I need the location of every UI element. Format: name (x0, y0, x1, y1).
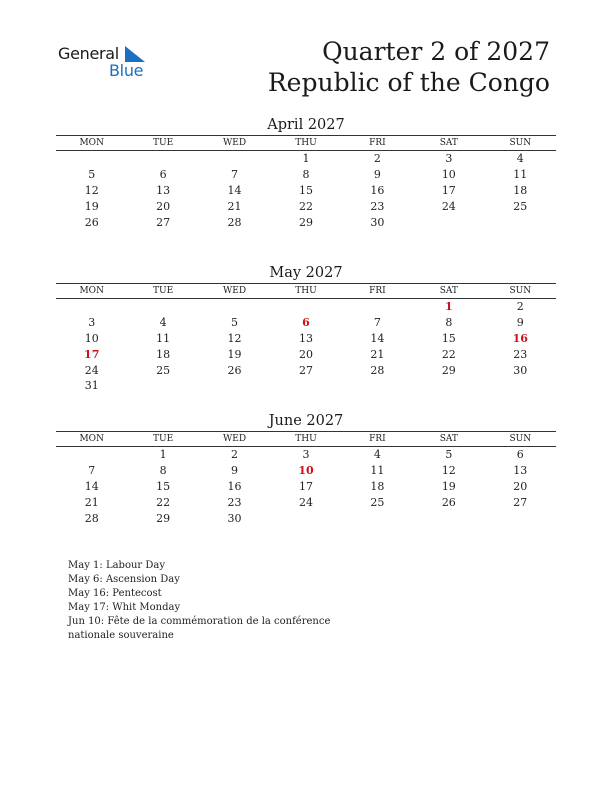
month-title: June 2027 (268, 413, 344, 429)
calendar-day: 28 (227, 215, 242, 229)
weekday-header: MON (56, 432, 127, 447)
calendar-empty-cell (413, 510, 484, 526)
calendar-empty-cell (199, 378, 270, 394)
calendar-day-holiday: 1 (444, 300, 453, 314)
calendar-week-row (56, 479, 556, 495)
calendar-week-row (56, 331, 556, 347)
calendar-day: 14 (227, 183, 242, 197)
calendar-day: 15 (298, 183, 313, 197)
calendar-day: 2 (516, 300, 524, 314)
weekday-header: TUE (127, 432, 198, 447)
title-country: Republic of the Congo (267, 68, 550, 97)
calendar-empty-cell (56, 151, 127, 167)
logo-text-blue: Blue (109, 61, 144, 80)
calendar-empty-cell (485, 510, 556, 526)
calendar-day: 4 (159, 316, 167, 330)
holiday-note: May 17: Whit Monday (68, 602, 181, 613)
calendar-day: 12 (441, 464, 456, 478)
calendar-day: 3 (302, 448, 310, 462)
holiday-note: Jun 10: Fête de la commémoration de la conférence nationale souveraine (68, 616, 331, 641)
calendar-day: 16 (227, 479, 242, 493)
calendar-day: 24 (298, 495, 313, 509)
calendar-empty-cell (485, 214, 556, 230)
weekday-header: FRI (342, 136, 413, 151)
calendar-day: 2 (231, 448, 239, 462)
calendar-grid (56, 431, 556, 526)
calendar-empty-cell (270, 378, 341, 394)
calendar-day-holiday: 6 (302, 316, 310, 330)
calendar-day: 7 (88, 464, 96, 478)
calendar-day: 23 (370, 199, 385, 213)
calendar-day: 7 (231, 168, 239, 182)
calendar-day: 30 (227, 511, 242, 525)
calendar-day: 15 (441, 331, 456, 345)
calendar-day: 5 (445, 448, 453, 462)
month-may (56, 264, 556, 394)
calendar-day: 29 (156, 511, 171, 525)
calendar-day: 6 (516, 448, 524, 462)
calendar-day: 25 (513, 199, 528, 213)
calendar-week-row (56, 167, 556, 183)
weekday-header: THU (270, 432, 341, 447)
calendar-day: 13 (298, 331, 313, 345)
page-title (268, 36, 550, 98)
calendar-day: 3 (88, 316, 96, 330)
calendar-day: 12 (227, 331, 242, 345)
calendar-day: 22 (156, 495, 171, 509)
weekday-header: WED (199, 432, 270, 447)
calendar-week-row (56, 315, 556, 331)
weekday-header: SAT (413, 136, 484, 151)
weekday-header: SAT (413, 284, 484, 299)
calendar-day: 22 (298, 199, 313, 213)
calendar-day-holiday: 10 (298, 464, 314, 478)
calendar-day: 14 (84, 479, 99, 493)
calendar-day: 1 (159, 448, 167, 462)
calendar-day: 11 (156, 331, 171, 345)
calendar-grid (56, 283, 556, 394)
calendar-day: 19 (227, 347, 242, 361)
calendar-week-row (56, 299, 556, 315)
weekday-header: MON (56, 284, 127, 299)
calendar-day: 11 (370, 464, 385, 478)
weekday-header: WED (199, 284, 270, 299)
logo-text-general: General (58, 44, 119, 63)
calendar-day: 24 (441, 199, 456, 213)
calendar-week-row (56, 362, 556, 378)
calendar-week-row (56, 510, 556, 526)
calendar-day: 23 (227, 495, 242, 509)
logo-triangle-icon (125, 46, 147, 62)
calendar-day: 20 (298, 347, 313, 361)
weekday-header: FRI (342, 284, 413, 299)
calendar-day: 25 (370, 495, 385, 509)
calendar-empty-cell (127, 378, 198, 394)
calendar-week-row (56, 198, 556, 214)
calendar-week-row (56, 151, 556, 167)
calendar-day: 5 (88, 168, 96, 182)
calendar-day: 25 (156, 363, 171, 377)
calendar-day: 8 (445, 316, 453, 330)
calendar-day: 21 (227, 199, 242, 213)
calendar-day: 26 (227, 363, 242, 377)
calendar-day: 31 (84, 379, 99, 393)
title-quarter: Quarter 2 of 2027 (322, 37, 550, 66)
calendar-day: 8 (302, 168, 310, 182)
calendar-day: 26 (441, 495, 456, 509)
weekday-header: SUN (485, 284, 556, 299)
calendar-day: 5 (231, 316, 239, 330)
holiday-note: May 16: Pentecost (68, 588, 162, 599)
weekday-header: THU (270, 136, 341, 151)
calendar-empty-cell (342, 510, 413, 526)
calendar-grid (56, 135, 556, 230)
holiday-note: May 1: Labour Day (68, 560, 165, 571)
calendar-day: 20 (156, 199, 171, 213)
calendar-day: 11 (513, 168, 528, 182)
calendar-empty-cell (56, 299, 127, 315)
calendar-day: 4 (373, 448, 381, 462)
calendar-empty-cell (127, 151, 198, 167)
calendar-day: 15 (156, 479, 171, 493)
weekday-header: TUE (127, 284, 198, 299)
calendar-day: 26 (84, 215, 99, 229)
calendar-day: 14 (370, 331, 385, 345)
calendar-day: 8 (159, 464, 167, 478)
general-blue-logo (58, 44, 158, 84)
weekday-header: FRI (342, 432, 413, 447)
calendar-empty-cell (342, 378, 413, 394)
calendar-day: 18 (156, 347, 171, 361)
calendar-day: 10 (84, 331, 99, 345)
weekday-header: SUN (485, 136, 556, 151)
calendar-day: 28 (84, 511, 99, 525)
weekday-header: TUE (127, 136, 198, 151)
calendar-day: 13 (513, 464, 528, 478)
month-june (56, 412, 556, 526)
calendar-week-row (56, 447, 556, 463)
calendar-week-row (56, 494, 556, 510)
weekday-header: MON (56, 136, 127, 151)
calendar-week-row (56, 346, 556, 362)
calendar-day: 17 (441, 183, 456, 197)
calendar-day: 9 (516, 316, 524, 330)
calendar-day: 28 (370, 363, 385, 377)
calendar-day: 21 (84, 495, 99, 509)
weekday-header: SUN (485, 432, 556, 447)
calendar-empty-cell (127, 299, 198, 315)
calendar-day: 27 (156, 215, 171, 229)
calendar-empty-cell (342, 299, 413, 315)
calendar-day: 16 (370, 183, 385, 197)
calendar-week-row (56, 378, 556, 394)
calendar-day: 1 (302, 152, 310, 166)
calendar-empty-cell (199, 299, 270, 315)
calendar-empty-cell (413, 378, 484, 394)
calendar-week-row (56, 463, 556, 479)
weekday-header: THU (270, 284, 341, 299)
calendar-day: 20 (513, 479, 528, 493)
calendar-empty-cell (270, 510, 341, 526)
calendar-day: 12 (84, 183, 99, 197)
calendar-day-holiday: 17 (84, 347, 100, 361)
calendar-empty-cell (270, 299, 341, 315)
calendar-day: 24 (84, 363, 99, 377)
month-title: April 2027 (267, 117, 345, 133)
calendar-day: 27 (298, 363, 313, 377)
holiday-note: May 6: Ascension Day (68, 574, 180, 585)
calendar-day: 30 (370, 215, 385, 229)
calendar-day: 9 (231, 464, 239, 478)
calendar-week-row (56, 214, 556, 230)
calendar-day: 10 (441, 168, 456, 182)
calendar-day: 27 (513, 495, 528, 509)
calendar-day: 17 (298, 479, 313, 493)
weekday-header: SAT (413, 432, 484, 447)
calendar-day-holiday: 16 (512, 331, 528, 345)
calendar-empty-cell (485, 378, 556, 394)
calendar-day: 30 (513, 363, 528, 377)
weekday-header: WED (199, 136, 270, 151)
calendar-day: 18 (370, 479, 385, 493)
calendar-day: 9 (373, 168, 381, 182)
calendar-day: 4 (516, 152, 524, 166)
month-title: May 2027 (269, 265, 343, 281)
calendar-day: 13 (156, 183, 171, 197)
calendar-empty-cell (413, 214, 484, 230)
calendar-day: 3 (445, 152, 453, 166)
calendar-day: 7 (373, 316, 381, 330)
calendar-day: 29 (441, 363, 456, 377)
calendar-day: 6 (159, 168, 167, 182)
calendar-empty-cell (56, 447, 127, 463)
calendar-day: 2 (373, 152, 381, 166)
calendar-day: 19 (441, 479, 456, 493)
calendar-day: 29 (298, 215, 313, 229)
calendar-day: 18 (513, 183, 528, 197)
calendar-day: 19 (84, 199, 99, 213)
calendar-week-row (56, 183, 556, 199)
month-april (56, 116, 556, 230)
holiday-notes (68, 559, 368, 643)
calendar-day: 21 (370, 347, 385, 361)
calendar-empty-cell (199, 151, 270, 167)
calendar-day: 23 (513, 347, 528, 361)
calendar-day: 22 (441, 347, 456, 361)
